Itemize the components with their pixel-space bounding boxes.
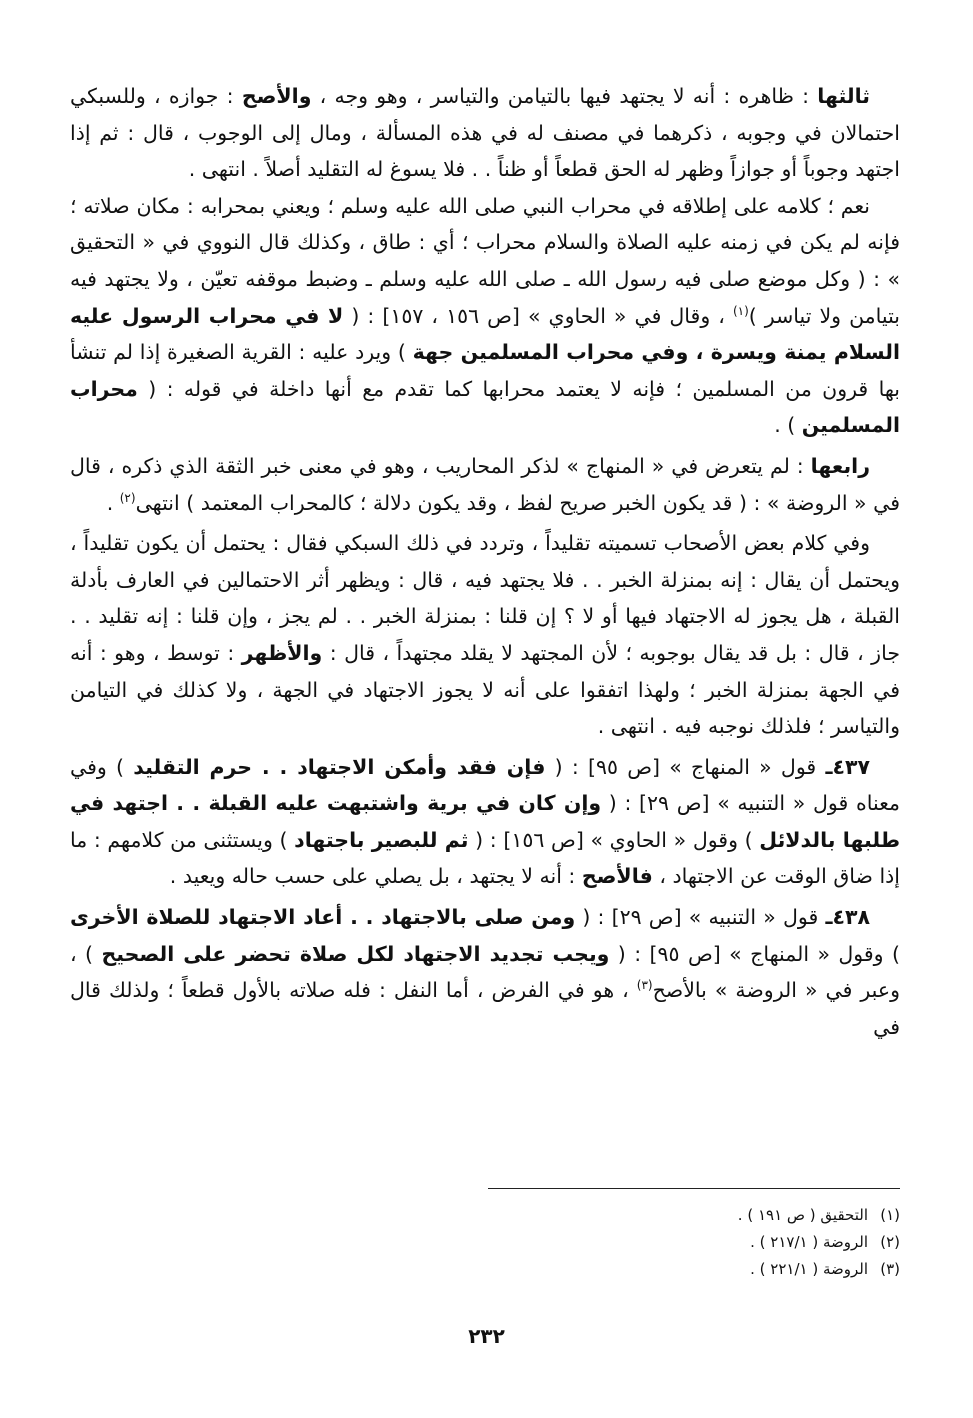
page-number: ٢٣٢ — [468, 1324, 505, 1348]
bold-text: ويجب تجديد الاجتهاد لكل صلاة تحضر على الصحيح — [101, 941, 610, 966]
footnote-ref: (٢) — [119, 490, 136, 505]
bold-text: فإن فقد وأمكن الاجتهاد . . حرم التقليد — [133, 754, 546, 779]
footnote-number: (٢) — [880, 1233, 900, 1251]
footnote-text: التحقيق ( ص ١٩١ ) . — [737, 1206, 868, 1224]
text-run: : توسط ، وهو : أنه في الجهة بمنزلة الخبر ؛ ولهذا اتفقوا على أنه لا يجوز الاجتهاد في الجهة ، ولا كذلك في التيامن والتياسر ؛ فلذلك نوجبه فيه . انتهى . — [70, 640, 900, 739]
text-run: ) وقول « المنهاج » [ص ٩٥] : ( — [609, 941, 900, 966]
text-run: : لم يتعرض في « المنهاج » لذكر المحاريب ، وهو في معنى خبر الثقة الذي ذكره ، قال في « الروضة » : ( قد يكون الخبر صريح لفظ ، وقد يكون دلالة ؛ كالمحراب المعتمد ) انتهى — [70, 453, 900, 515]
paragraph — [70, 188, 900, 444]
bold-text: ثالثها — [817, 84, 870, 108]
bold-text: محراب المسلمين — [70, 376, 900, 438]
text-run: قول « التنبيه » [ص ٢٩] : ( — [575, 905, 826, 930]
bold-text: والأظهر — [241, 640, 323, 665]
bold-text: فالأصح — [581, 864, 653, 889]
paragraph — [70, 78, 900, 188]
text-run: ) وفي معناه قول « التنبيه » [ص ٢٩] : ( — [70, 754, 901, 816]
text-run: وفي كلام بعض الأصحاب تسميته تقليداً ، وتردد في ذلك السبكي فقال : يحتمل أن يكون تقليداً ، ويحتمل أن يقال : إنه بمنزلة الخبر . . فلا يجتهد فيه ، قال : ويظهر أثر الاحتمالين في العارف بأدلة القبلة ، هل يجوز له الاجتهاد فيها أو لا ؟ إن قلنا : بمنزلة الخبر . . لم يجز ، وإن قلنا : إنه تقليد . . جاز ، قال : بل قد يقال بوجوبه ؛ لأن المجتهد لا يقلد مجتهداً ، قال : — [70, 531, 901, 665]
footnote-text: الروضة ( ٢١٧/١ ) . — [750, 1233, 868, 1251]
bold-text: ثم للبصير باجتهاد — [294, 827, 469, 852]
footnotes — [480, 1202, 900, 1283]
bold-text: ٤٣٧ـ — [825, 754, 870, 779]
text-run: . — [106, 490, 120, 515]
footnote-number: (٣) — [880, 1260, 900, 1278]
paragraph — [70, 525, 900, 745]
paragraph — [70, 899, 900, 1045]
footnote-number: (١) — [880, 1206, 900, 1224]
text-run: ) وقول « الحاوي » [ص ١٥٦] : ( — [468, 827, 760, 852]
footnote-ref: (٣) — [636, 978, 653, 993]
bold-text: وإن كان في برية واشتبهت عليه القبلة . . اجتهد في طلبها بالدلائل — [70, 791, 901, 852]
footnote-ref: (١) — [732, 303, 749, 318]
footnote — [480, 1202, 900, 1229]
footnote — [480, 1256, 900, 1283]
main-text-block — [70, 78, 900, 1045]
bold-text: رابعها — [810, 453, 870, 478]
text-run: ، هو في الفرض ، أما النفل : فله صلاته بالأول قطعاً ؛ ولذلك قال في — [70, 978, 900, 1039]
text-run: : أنه لا يجتهد ، بل يصلي على حسب حاله ويعيد . — [169, 864, 582, 889]
text-run: ) ويرد عليه : القرية الصغيرة إذا لم تنشأ بها قرون من المسلمين ؛ فإنه لا يعتمد محرابها كما تقدم مع أنها داخلة في قوله : ( — [70, 340, 900, 401]
bold-text: لا في محراب الرسول عليه السلام يمنة ويسرة ، وفي محراب المسلمين جهة — [70, 303, 900, 365]
paragraph — [70, 749, 900, 895]
body-text — [70, 78, 900, 1045]
text-run: ، وقال في « الحاوي » [ص ١٥٦ ، ١٥٧] : ( — [343, 303, 733, 328]
text-run: : جوازه ، وللسبكي احتمالان في وجوبه ، ذكرهما في مصنف له في هذه المسألة ، ومال إلى الوجوب ، قال : ثم إذا اجتهد وجوباً أو جوازاً وظهر له الحق قطعاً أو ظناً . . فلا يسوغ له التقليد أصلاً . انتهى . — [70, 84, 900, 182]
bold-text: ومن صلى بالاجتهاد . . أعاد الاجتهاد للصلاة الأخرى — [70, 905, 576, 930]
footnote-text: الروضة ( ٢٢١/١ ) . — [750, 1260, 868, 1278]
bold-text: والأصح — [241, 84, 312, 108]
paragraph — [70, 448, 900, 521]
text-run: قول « المنهاج » [ص ٩٥] : ( — [545, 754, 826, 779]
text-run: نعم ؛ كلامه على إطلاقه في محراب النبي صلى الله عليه وسلم ؛ ويعني بمحرابه : مكان صلاته ؛ فإنه لم يكن في زمنه عليه الصلاة والسلام محراب ؛ أي : طاق ، وكذلك قال النووي في « التحقيق » : ( وكل موضع صلى فيه رسول الله ـ صلى الله عليه وسلم ـ وضبط موقفه تعيّن ، ولا يجتهد فيه بتيامن ولا تياسر ) — [70, 193, 900, 328]
text-run: ) . — [774, 413, 802, 438]
footnote — [480, 1229, 900, 1256]
text-run: ) ، وعبر في « الروضة » بالأصح — [70, 941, 901, 1003]
bold-text: ٤٣٨ـ — [825, 905, 871, 930]
footnote-divider — [488, 1188, 900, 1189]
text-run: ) ويستثنى من كلامهم : ما إذا ضاق الوقت عن الاجتهاد ، — [70, 827, 900, 889]
text-run: : ظاهره : أنه لا يجتهد فيها بالتيامن والتياسر ، وهو وجه ، — [311, 84, 818, 108]
